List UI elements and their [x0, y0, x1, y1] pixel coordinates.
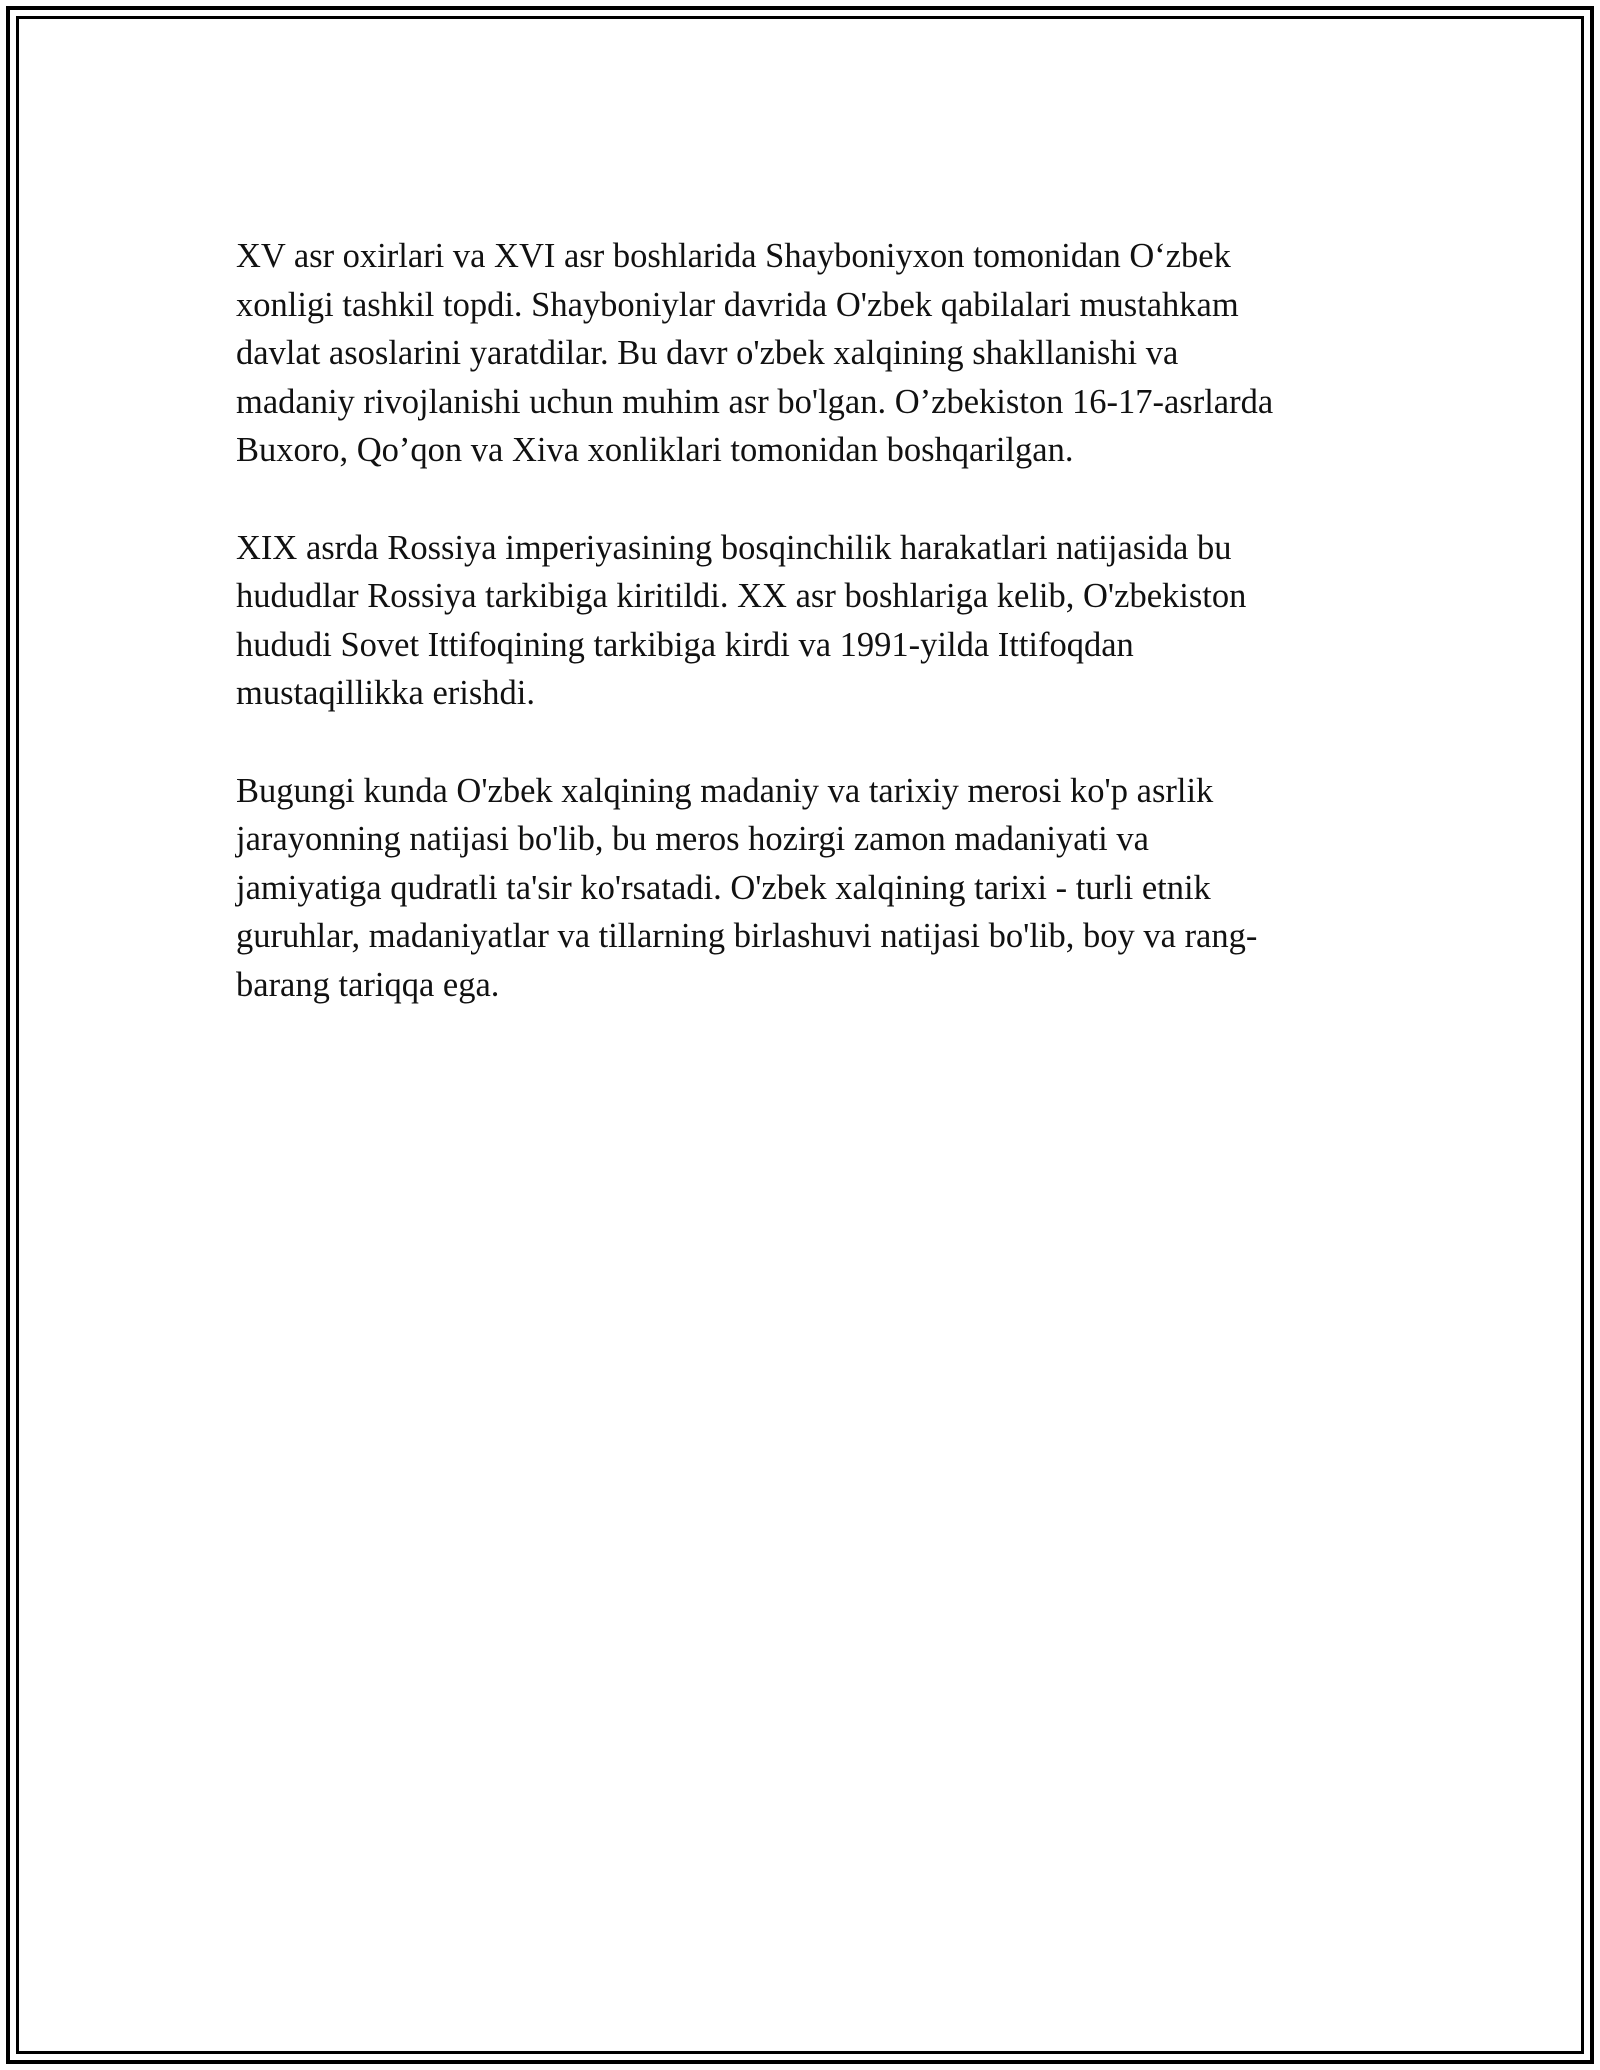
- text-line: jamiyatiga qudratli ta'sir ko'rsatadi. O'zbek xalqining tarixi - turli etnik: [236, 868, 1211, 907]
- text-line: Buxoro, Qo’qon va Xiva xonliklari tomonidan boshqarilgan.: [236, 431, 1074, 469]
- text-line: madaniy rivojlanishi uchun muhim asr bo'lgan. O’zbekiston 16-17-asrlarda: [236, 382, 1274, 421]
- text-line: mustaqillikka erishdi.: [236, 674, 535, 712]
- paragraph-1: [236, 232, 1356, 475]
- text-line: hududlar Rossiya tarkibiga kiritildi. XX asr boshlariga kelib, O'zbekiston: [236, 577, 1247, 615]
- text-line: guruhlar, madaniyatlar va tillarning birlashuvi natijasi bo'lib, boy va rang-: [236, 917, 1258, 955]
- text-line: jarayonning natijasi bo'lib, bu meros hozirgi zamon madaniyati va: [236, 820, 1149, 858]
- text-line: xonligi tashkil topdi. Shayboniylar davrida O'zbek qabilalari mustahkam: [236, 285, 1239, 324]
- document-body: [236, 232, 1356, 1058]
- text-line: XIX asrda Rossiya imperiyasining bosqinchilik harakatlari natijasida bu: [236, 528, 1232, 567]
- text-line: hududi Sovet Ittifoqining tarkibiga kirdi va 1991-yilda Ittifoqdan: [236, 625, 1134, 664]
- text-line: davlat asoslarini yaratdilar. Bu davr o'zbek xalqining shakllanishi va: [236, 334, 1179, 372]
- paragraph-3: [236, 767, 1356, 1010]
- paragraph-2: [236, 524, 1356, 718]
- text-line: XV asr oxirlari va XVI asr boshlarida Shayboniyxon tomonidan O‘zbek: [236, 237, 1231, 275]
- text-line: barang tariqqa ega.: [236, 965, 500, 1004]
- text-line: Bugungi kunda O'zbek xalqining madaniy va tarixiy merosi ko'p asrlik: [236, 771, 1214, 810]
